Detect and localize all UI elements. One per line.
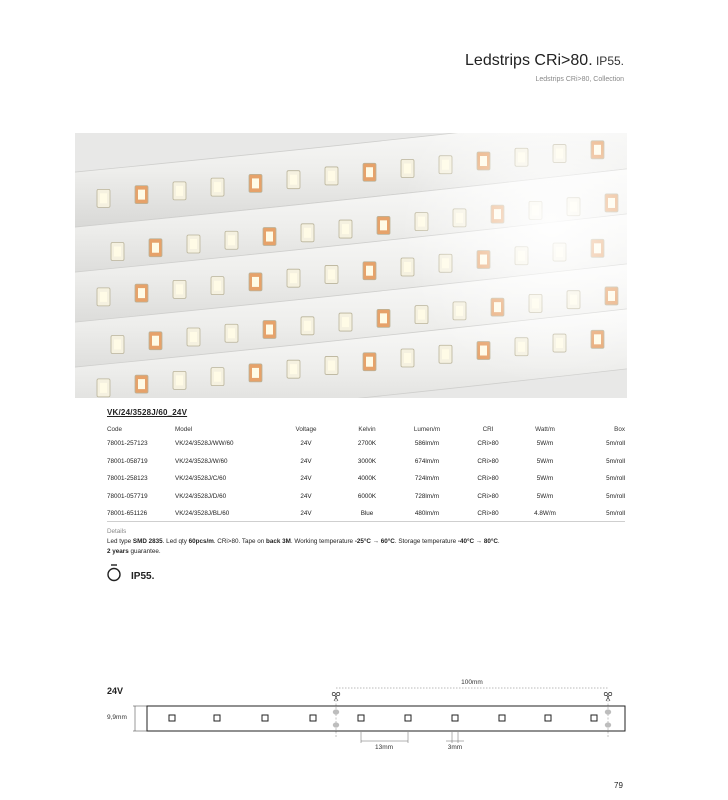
led-emitter [152,336,159,346]
led-emitter [304,321,311,331]
table-row [107,488,625,506]
led-emitter [252,178,259,188]
table-cell: 5W/m [536,475,554,483]
table-cell: 24V [300,475,312,483]
led-emitter [228,328,235,338]
spec-table [107,426,625,523]
details-text-part: Led type [107,538,133,545]
spec-header-row [107,426,625,435]
table-cell: VK/24/3528J/WW/60 [175,440,234,448]
table-cell: CRi>80 [477,475,499,483]
ledstrip-photo-illustration [75,133,627,398]
details-text-part: back 3M [266,538,291,545]
table-row [107,505,625,523]
led-emitter [100,193,107,203]
solder-pad [605,722,611,727]
divider [107,521,625,522]
led-emitter [252,368,259,378]
ip-rating-label: IP55. [131,571,155,582]
led-emitter [290,364,297,374]
led-chip [262,715,268,721]
led-emitter [366,357,373,367]
led-emitter [328,269,335,279]
led-chip [310,715,316,721]
details-text-part: 2 years [107,547,129,555]
product-photo [75,133,627,398]
details-line-2 [107,547,627,557]
led-chip [405,715,411,721]
table-cell: CRi>80 [477,510,499,518]
solder-pad [605,709,611,714]
table-cell: CRi>80 [477,440,499,448]
table-cell: 674lm/m [414,457,440,465]
led-emitter [304,228,311,238]
led-emitter [228,235,235,245]
solder-pad [333,722,339,727]
table-cell: 6000K [357,492,377,500]
led-emitter [152,243,159,253]
solder-pad [333,709,339,714]
details-text [107,537,627,556]
table-cell: 586lm/m [414,440,440,448]
diagram-pitch-label: 13mm [374,744,394,751]
details-label: Details [107,528,127,535]
led-emitter [190,332,197,342]
diagram-length-label: 100mm [461,679,483,686]
led-emitter [266,232,273,242]
table-cell: 728lm/m [414,492,440,500]
led-emitter [138,288,145,298]
table-cell: 78001-651126 [107,510,148,518]
page-subtitle: Ledstrips CRi>80, Collection [535,76,624,83]
details-text-part: -25°C → 60°C [354,538,395,545]
details-text-part: . Led qty [162,538,189,545]
table-cell: 2700K [357,440,377,448]
table-cell: 78001-257123 [107,440,148,448]
led-emitter [114,339,121,349]
table-row [107,453,625,471]
table-cell: 5m/roll [606,492,625,500]
table-row [107,435,625,453]
details-text-part: -40°C → 80°C [457,538,498,545]
details-text-part: . [497,538,500,545]
col-header-voltage: Voltage [295,426,317,433]
led-emitter [176,186,183,196]
table-cell: 5m/roll [606,475,625,483]
table-cell: VK/24/3528J/BL/60 [175,510,230,518]
table-cell: VK/24/3528J/C/60 [175,475,227,483]
led-emitter [342,317,349,327]
water-drop-icon [106,564,122,582]
table-cell: 5W/m [536,457,554,465]
details-text-part: 60pcs/m [188,538,214,545]
table-cell: 724lm/m [414,475,440,483]
table-cell: 5W/m [536,440,554,448]
table-cell: 24V [300,440,312,448]
led-emitter [290,273,297,283]
details-line-1 [107,537,627,547]
diagram-gap-label: 3mm [447,744,463,751]
table-cell: VK/24/3528J/D/60 [175,492,227,500]
led-chip [591,715,597,721]
led-emitter [328,171,335,181]
details-text-part: . CRi>80. Tape on [213,538,267,545]
table-cell: 78001-058719 [107,457,148,465]
col-header-code: Code [107,426,123,433]
col-header-lumen: Lumen/m [413,426,441,433]
led-emitter [366,266,373,276]
led-emitter [342,224,349,234]
led-chip [452,715,458,721]
col-header-model: Model [175,426,193,433]
table-cell: 5m/roll [606,440,625,448]
led-emitter [138,379,145,389]
led-emitter [100,292,107,302]
led-emitter [252,277,259,287]
table-cell: 480lm/m [414,510,440,518]
led-emitter [214,182,221,192]
led-emitter [214,281,221,291]
table-cell: 4.8W/m [534,510,556,518]
dimension-diagram [0,660,728,760]
table-cell: VK/24/3528J/W/60 [175,457,228,465]
table-cell: 24V [300,510,312,518]
table-cell: Blue [360,510,374,518]
table-cell: 78001-258123 [107,475,148,483]
led-chip [214,715,220,721]
table-cell: 4000K [357,475,377,483]
led-emitter [138,190,145,200]
page-title [465,52,624,70]
table-cell: 3000K [357,457,377,465]
table-cell: 24V [300,457,312,465]
diagram-voltage-label: 24V [107,686,124,696]
led-chip [169,715,175,721]
details-text-part: . Storage temperature [394,538,458,545]
led-chip [358,715,364,721]
led-emitter [176,375,183,385]
model-heading: VK/24/3528J/60_24V [107,408,188,417]
led-emitter [190,239,197,249]
led-emitter [366,167,373,177]
table-row [107,470,625,488]
led-emitter [176,284,183,294]
led-emitter [114,246,121,256]
page-number: 79 [614,781,623,790]
details-text-part: SMD 2835 [132,538,163,545]
led-emitter [100,383,107,393]
table-cell: 5W/m [536,492,554,500]
col-header-cri: CRI [482,426,494,433]
title-suffix: IP55. [592,54,624,68]
led-chip [545,715,551,721]
led-emitter [290,175,297,185]
details-text-part: guarantee. [128,547,161,555]
led-emitter [266,325,273,335]
details-text-part: . Working temperature [290,538,355,545]
led-emitter [214,372,221,382]
table-cell: 24V [300,492,312,500]
col-header-kelvin: Kelvin [358,426,376,433]
scissors-icon [604,692,612,701]
table-cell: 5m/roll [606,510,625,518]
table-cell: CRi>80 [477,457,499,465]
scissors-icon [332,692,340,701]
led-chip [499,715,505,721]
title-main: Ledstrips CRi>80. [465,52,593,69]
table-cell: 78001-057719 [107,492,148,500]
table-cell: CRi>80 [477,492,499,500]
led-emitter [328,360,335,370]
diagram-height-label: 9,9mm [107,714,127,721]
table-cell: 5m/roll [606,457,625,465]
col-header-watt: Watt/m [535,426,555,433]
col-header-box: Box [614,426,625,433]
